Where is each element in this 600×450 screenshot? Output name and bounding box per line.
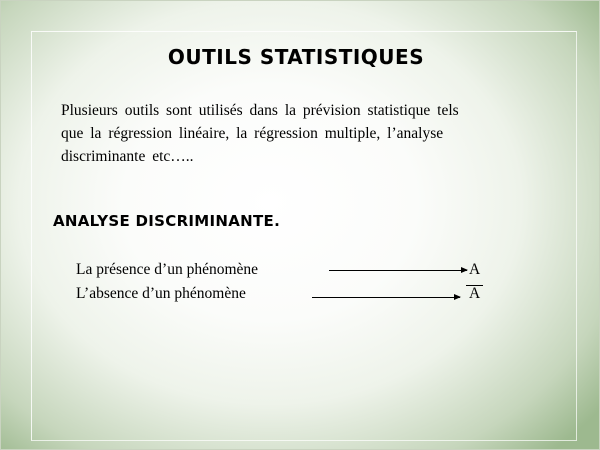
absence-label: L’absence d’un phénomène xyxy=(76,285,246,302)
absence-result: A xyxy=(469,285,481,302)
intro-line: discriminante etc….. xyxy=(61,148,194,165)
section-title: ANALYSE DISCRIMINANTE. xyxy=(53,212,281,230)
presence-label: La présence d’un phénomène xyxy=(76,261,259,278)
intro-line: Plusieurs outils sont utilisés dans la prévision statistique tels xyxy=(61,102,459,119)
intro-line: que la régression linéaire, la régression multiple, l’analyse xyxy=(61,125,444,142)
slide-title: OUTILS STATISTIQUES xyxy=(167,45,425,69)
presence-result: A xyxy=(469,261,481,278)
slide-inner-frame xyxy=(31,31,577,441)
presence-arrow-icon xyxy=(329,270,467,271)
intro-paragraph xyxy=(61,99,506,168)
absence-arrow-icon xyxy=(312,297,460,298)
